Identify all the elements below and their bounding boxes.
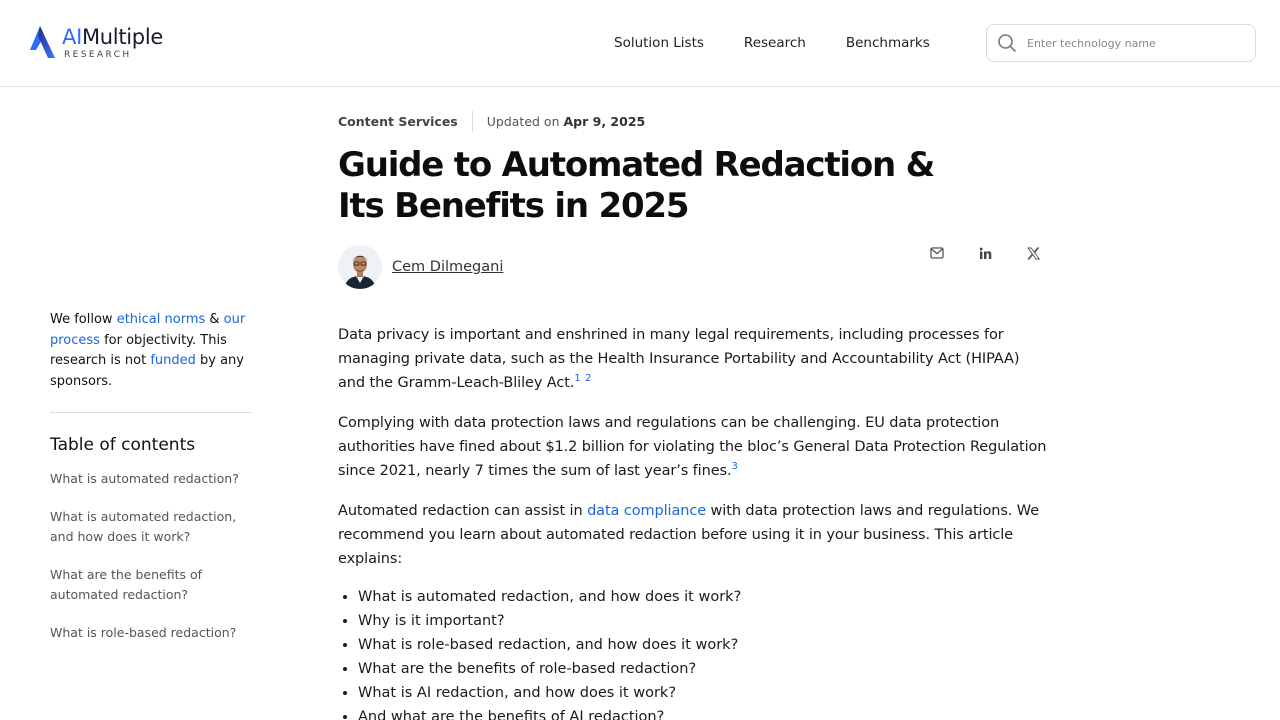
paragraph-text: Complying with data protection laws and regulations can be challenging. EU data protection authorities have fined about $1.2 billion for violating the bloc’s General Data Protection Regulation since 2021, nearly 7 times the sum of last year’s fines. (338, 415, 1047, 479)
author-name-link[interactable]: Cem Dilmegani (392, 259, 504, 275)
list-item: • What is AI redaction, and how does it work? (358, 681, 1050, 705)
our-process-link[interactable]: our process (50, 312, 246, 348)
reference-3[interactable]: 3 (731, 461, 738, 473)
category-link[interactable]: Content Services (338, 113, 458, 129)
updated-date (487, 114, 645, 129)
funded-link[interactable]: funded (150, 353, 196, 369)
logo-icon (28, 24, 58, 60)
toc-title: Table of contents (50, 434, 196, 455)
nav-solution-lists[interactable]: Solution Lists (614, 35, 704, 51)
linkedin-icon[interactable] (978, 246, 992, 260)
logo-ai: AI (62, 25, 82, 49)
objectivity-text-4: by any sponsors. (50, 353, 244, 390)
list-item: • What is role-based redaction, and how does it work? (358, 633, 1050, 657)
objectivity-statement (50, 310, 251, 393)
reference-1[interactable]: 1 (574, 373, 581, 385)
paragraph (338, 323, 1050, 395)
objectivity-text-1: We follow (50, 312, 117, 327)
ethical-norms-link[interactable]: ethical norms (116, 312, 206, 327)
article-bullet-list (358, 585, 1050, 720)
paragraph-text: with data protection laws and regulations. We recommend you learn about automated redaction before using it in your business. This article explains: (338, 503, 1040, 567)
toc-item[interactable]: What is automated redaction? (50, 470, 239, 486)
author-avatar[interactable] (338, 245, 382, 289)
site-header (0, 0, 1280, 87)
paragraph (338, 411, 1050, 483)
article-body (338, 323, 1050, 720)
nav-benchmarks[interactable]: Benchmarks (845, 35, 930, 51)
search-input[interactable] (1027, 37, 1247, 50)
list-item: • Why is it important? (358, 609, 1050, 633)
article-meta (338, 110, 1050, 132)
updated-prefix: Updated on (486, 113, 564, 129)
sidebar-divider (50, 412, 251, 413)
toc-item[interactable]: What is role-based redaction? (50, 624, 237, 640)
toc-item[interactable]: What is automated redaction, and how does it work? (50, 508, 237, 544)
article (338, 110, 1050, 720)
meta-separator (472, 111, 473, 132)
search-icon (997, 33, 1017, 53)
updated-date-value: Apr 9, 2025 (563, 113, 646, 129)
logo-name (62, 24, 163, 50)
data-compliance-link[interactable]: data compliance (587, 503, 707, 519)
x-icon[interactable] (1026, 246, 1040, 260)
objectivity-text-3: for objectivity. This research is not (50, 332, 227, 369)
paragraph (338, 499, 1050, 571)
author-row (338, 243, 1050, 291)
paragraph-text: Automated redaction can assist in (338, 503, 588, 519)
reference-2[interactable]: 2 (585, 373, 592, 385)
logo-subtitle: RESEARCH (64, 50, 132, 60)
list-item: • What are the benefits of role-based redaction? (358, 657, 1050, 681)
list-item: • What is automated redaction, and how does it work? (358, 585, 1050, 609)
main-nav (614, 33, 930, 53)
toc-list (50, 469, 251, 643)
list-item: • And what are the benefits of AI redaction? (358, 705, 1050, 720)
sidebar (50, 310, 251, 661)
logo[interactable] (28, 24, 163, 64)
mail-icon[interactable] (930, 246, 944, 260)
toc-item[interactable]: What are the benefits of automated redaction? (50, 566, 203, 602)
paragraph-text: Data privacy is important and enshrined in many legal requirements, including processes for managing private data, such as the Health Insurance Portability and Accountability Act (HIPAA) and the Gramm-Leach-Bliley Act. (338, 327, 1020, 391)
avatar-image (338, 245, 382, 289)
objectivity-text-2: & (205, 312, 224, 327)
logo-multiple: Multiple (81, 25, 163, 49)
nav-research[interactable]: Research (743, 35, 806, 51)
share-buttons (930, 246, 1040, 260)
search-box[interactable] (986, 24, 1256, 62)
page-title: Guide to Automated Redaction & Its Benefits in 2025 (338, 145, 935, 226)
